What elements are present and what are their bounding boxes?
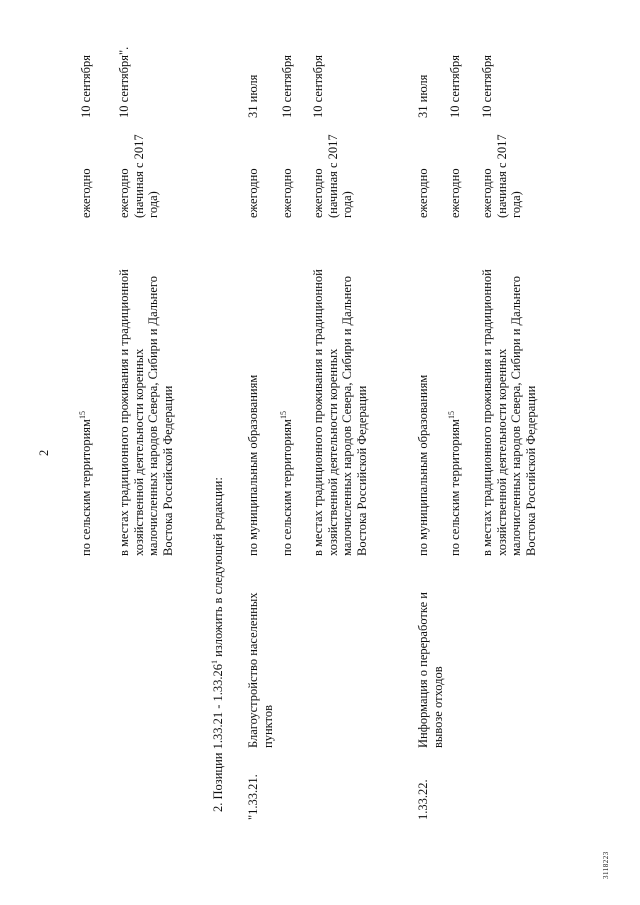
item-2-suffix: изложить в следующей редакции: — [211, 477, 225, 660]
section-2-row-1-freq: ежегодно — [416, 168, 430, 218]
section-2-row-2-freq: ежегодно — [448, 168, 462, 218]
section-1-row-1-label: по муниципальным образованиям — [246, 374, 260, 556]
section-1-row-2-date: 10 сентября — [280, 55, 294, 118]
cont-row-2-label: в местах традиционного проживания и традиционной хозяйственной деятельности коренных малочисленных народов Севера, Сибири и Дальнего Востока Российской Федерации — [117, 269, 175, 556]
section-2-row-2-label — [448, 411, 463, 556]
section-2-row-3-label: в местах традиционного проживания и традиционной хозяйственной деятельности коренных малочисленных народов Севера, Сибири и Дальнего Востока Российской Федерации — [480, 269, 538, 556]
page-number: 2 — [37, 449, 51, 456]
cont-row-1-freq: ежегодно — [79, 168, 93, 218]
section-1-title: Благоустройство населенных пунктов — [246, 592, 275, 748]
section-2-row-2-date: 10 сентября — [448, 55, 462, 118]
item-2-sup: 1 — [210, 659, 219, 664]
section-1-row-2-label — [280, 411, 295, 556]
section-2-row-1-date: 31 июля — [416, 74, 430, 118]
section-2-code: 1.33.22. — [416, 779, 430, 820]
section-1-row-3-freq: ежегодно (начиная с 2017 года) — [311, 134, 354, 218]
footnote-mark: 15 — [279, 411, 288, 420]
document-code: 3118223 — [602, 851, 610, 879]
section-1-row-1-freq: ежегодно — [246, 168, 260, 218]
section-2-row-3-freq: ежегодно (начиная с 2017 года) — [480, 134, 523, 218]
label-text: по сельским территориям — [448, 419, 462, 556]
section-2-row-1-label: по муниципальным образованиям — [416, 374, 430, 556]
cont-row-2-freq: ежегодно (начиная с 2017 года) — [117, 134, 160, 218]
footnote-mark: 15 — [78, 411, 87, 420]
cont-row-1-label — [79, 411, 94, 556]
section-2-row-3-date: 10 сентября — [480, 55, 494, 118]
cont-row-2-date: 10 сентября". — [117, 46, 131, 118]
section-1-row-3-date: 10 сентября — [311, 55, 325, 118]
section-1-row-1-date: 31 июля — [246, 74, 260, 118]
item-2-prefix: 2. Позиции 1.33.21 - 1.33.26 — [211, 663, 225, 812]
label-text: по сельским территориям — [280, 419, 294, 556]
section-1-row-2-freq: ежегодно — [280, 168, 294, 218]
footnote-mark: 15 — [447, 411, 456, 420]
section-2-title: Информация о переработке и вывозе отходов — [416, 592, 445, 748]
label-text: по сельским территориям — [79, 419, 93, 556]
item-2-heading — [211, 477, 226, 812]
section-1-code: "1.33.21. — [246, 774, 260, 820]
section-1-row-3-label: в местах традиционного проживания и традиционной хозяйственной деятельности коренных малочисленных народов Севера, Сибири и Дальнего Востока Российской Федерации — [311, 269, 369, 556]
cont-row-1-date: 10 сентября — [79, 55, 93, 118]
